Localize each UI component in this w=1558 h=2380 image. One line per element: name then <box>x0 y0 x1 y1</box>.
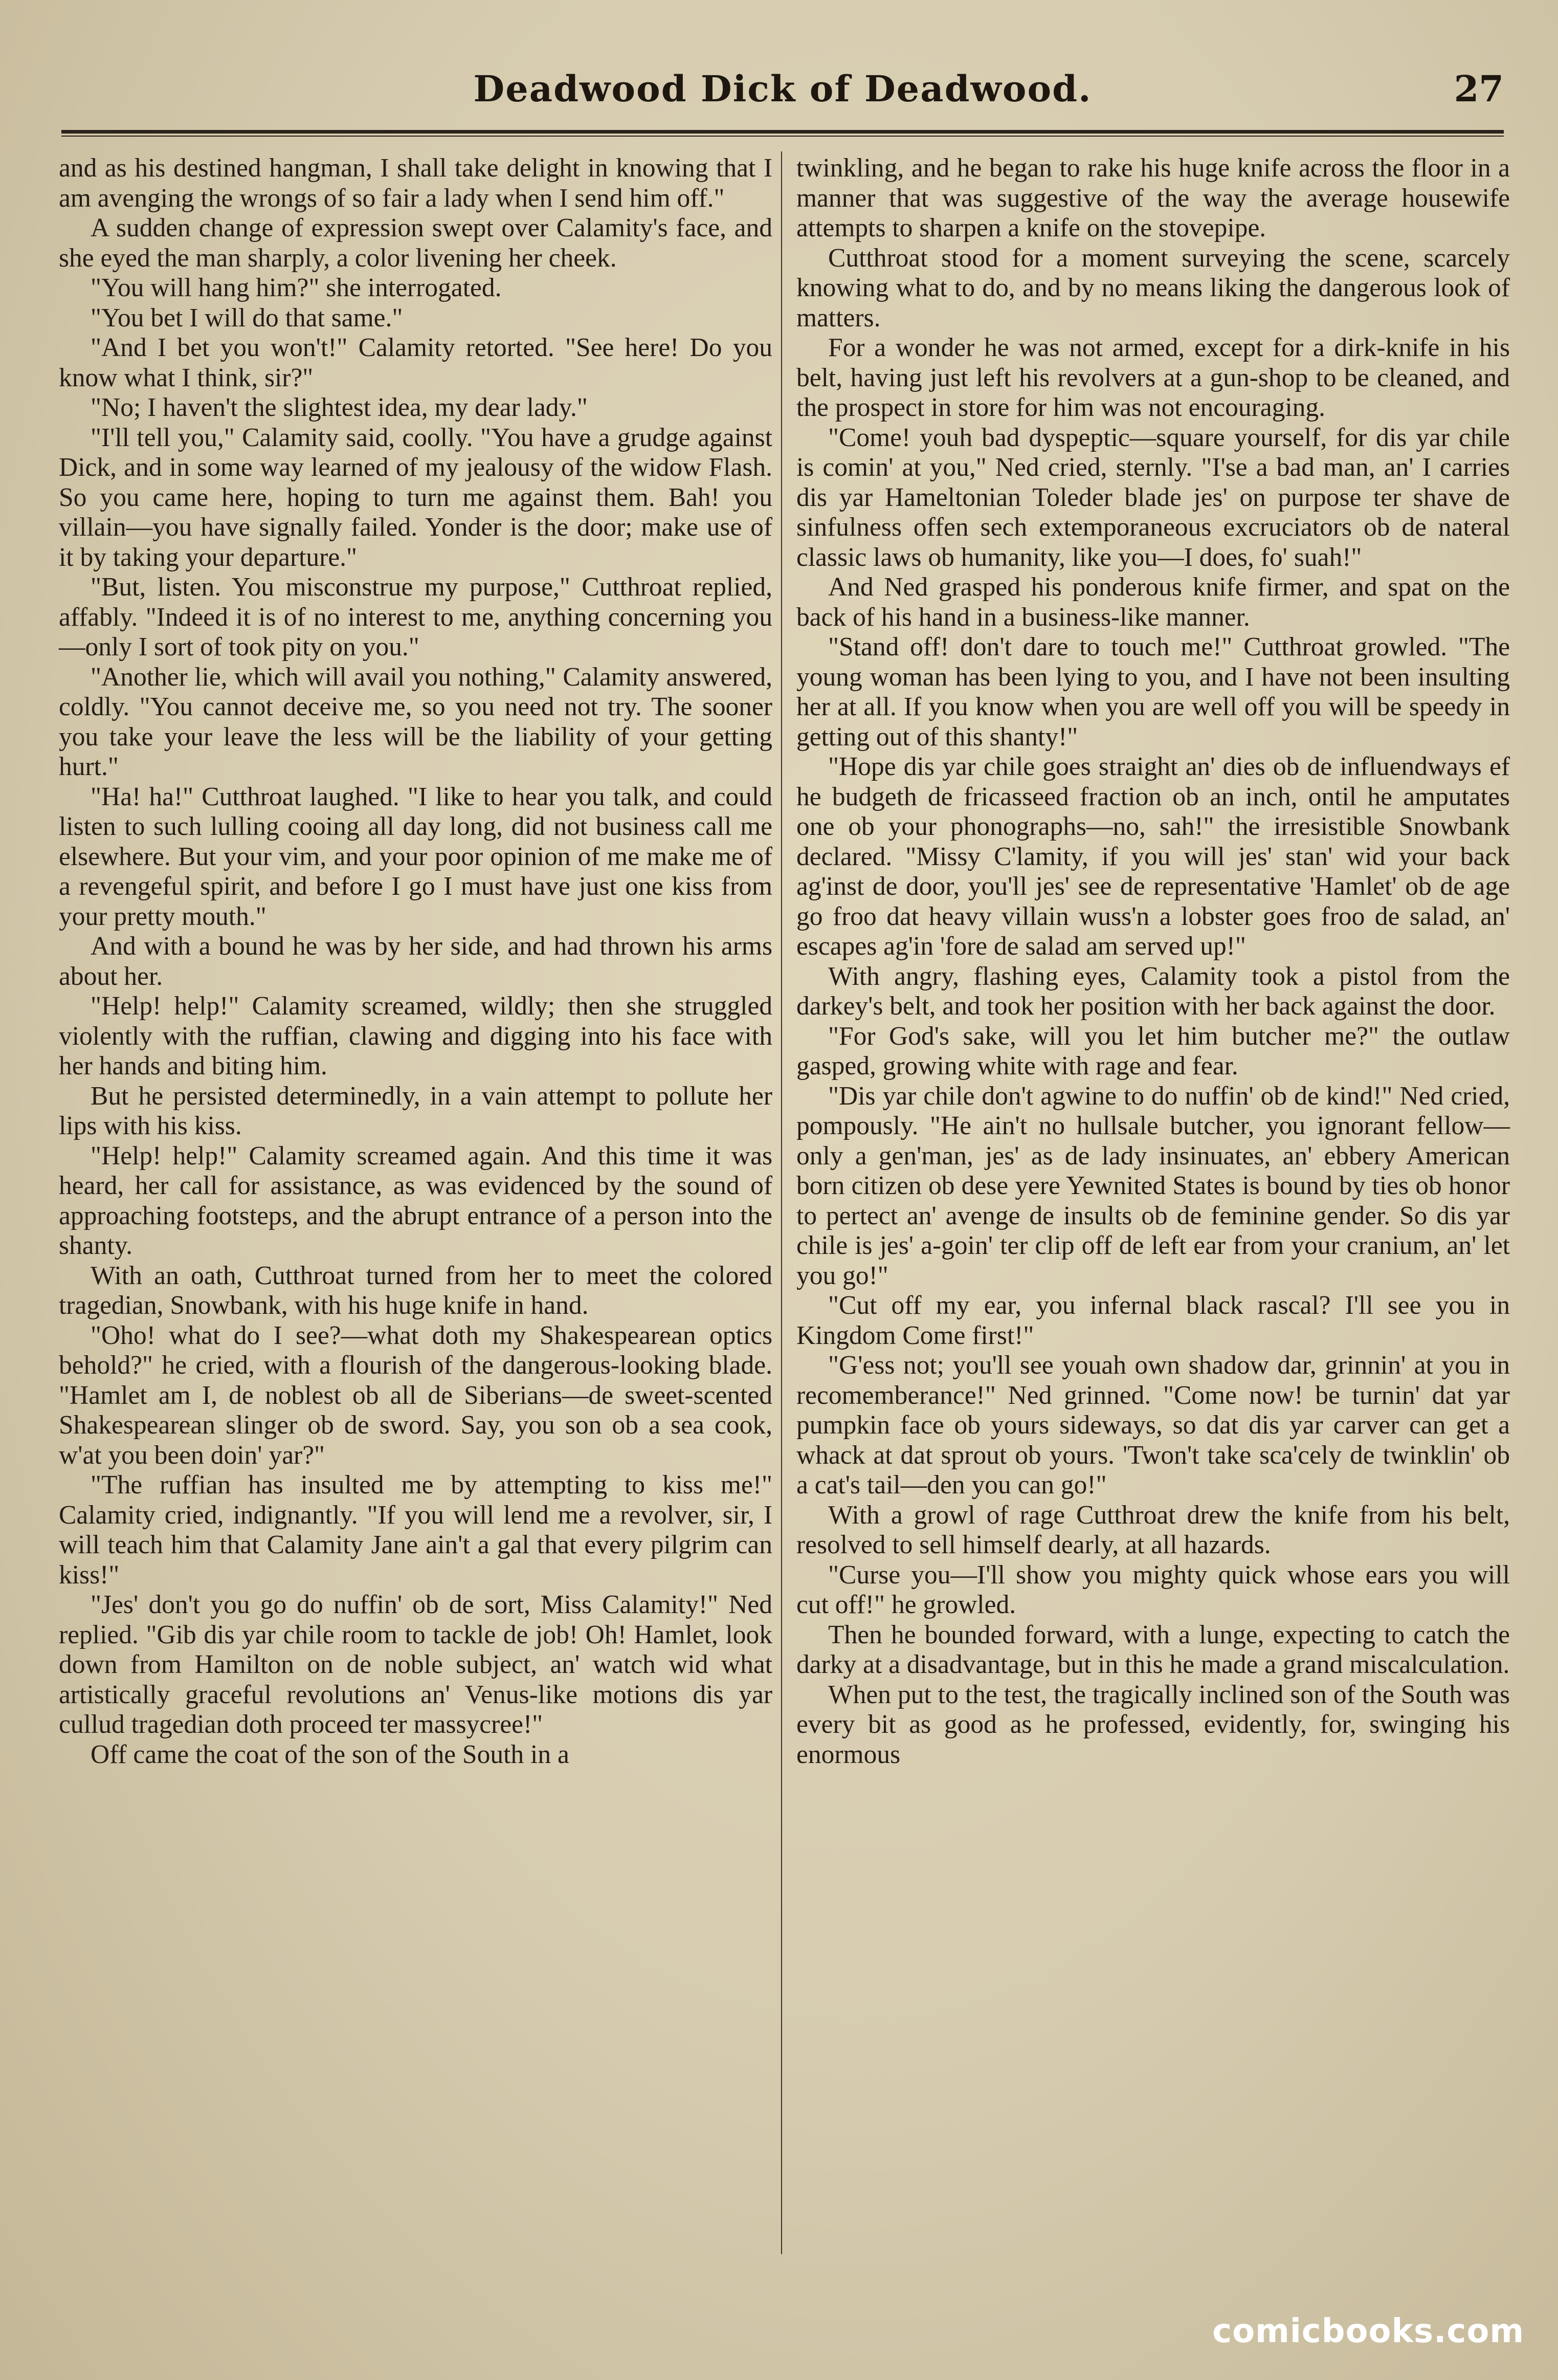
watermark: comicbooks.com <box>1212 2312 1524 2350</box>
paragraph: Then he bounded forward, with a lunge, expecting to catch the darky at a disadvantage, but in this he made a grand miscalculation. <box>796 1620 1510 1679</box>
paragraph: "Jes' don't you go do nuffin' ob de sort, Miss Calamity!" Ned replied. "Gib dis yar chile room to tackle de job! Oh! Hamlet, look down from Hamilton on de noble subject, an' watch wid what artistically graceful revolutions an' Venus-like motions dis yar cullud tragedian doth proceed ter massycree!" <box>59 1590 772 1739</box>
paragraph: With a growl of rage Cutthroat drew the knife from his belt, resolved to sell himself dearly, at all hazards. <box>796 1500 1510 1559</box>
paragraph: "Help! help!" Calamity screamed again. And this time it was heard, her call for assistance, as was evidenced by the sound of approaching footsteps, and the abrupt entrance of a person into the shanty. <box>59 1141 772 1260</box>
paragraph: Cutthroat stood for a moment surveying the scene, scarcely knowing what to do, and by no means liking the dangerous look of matters. <box>796 243 1510 333</box>
paragraph: and as his destined hangman, I shall take delight in knowing that I am avenging the wrongs of so fair a lady when I send him off." <box>59 153 772 213</box>
paragraph: "Stand off! don't dare to touch me!" Cutthroat growled. "The young woman has been lying to you, and I have not been insulting her at all. If you know when you are well off you will be speedy in getting out of this shanty!" <box>796 632 1510 752</box>
paragraph: "You will hang him?" she interrogated. <box>91 273 502 302</box>
paragraph: twinkling, and he began to rake his huge knife across the floor in a manner that was suggestive of the way the average housewife attempts to sharpen a knife on the stovepipe. <box>796 153 1510 243</box>
left-column <box>59 153 772 1770</box>
paragraph: For a wonder he was not armed, except for a dirk-knife in his belt, having just left his revolvers at a gun-shop to be cleaned, and the prospect in store for him was not encouraging. <box>796 333 1510 422</box>
running-title: Deadwood Dick of Deadwood. <box>473 68 1092 110</box>
column-divider <box>781 151 782 2254</box>
paragraph: "Help! help!" Calamity screamed, wildly; then she struggled violently with the ruffian, clawing and digging into his face with her hands and biting him. <box>59 991 772 1081</box>
paragraph: "Oho! what do I see?—what doth my Shakespearean optics behold?" he cried, with a flourish of the dangerous-looking blade. "Hamlet am I, de noblest ob all de Siberians—de sweet-scented Shakespearean slinger ob de sword. Say, you son ob a sea cook, w'at you been doin' yar?" <box>59 1320 772 1470</box>
paragraph: Off came the coat of the son of the South in a <box>91 1739 569 1769</box>
paragraph: "G'ess not; you'll see youah own shadow dar, grinnin' at you in recomemberance!" Ned grinned. "Come now! be turnin' dat yar pumpkin face ob yours sideways, so dat dis yar carver can get a whack at dat sprout ob yours. 'Twon't take sca'cely de twinklin' ob a cat's tail—den you can go!" <box>796 1351 1510 1500</box>
page-number: 27 <box>1454 68 1504 110</box>
paragraph: "You bet I will do that same." <box>91 303 403 333</box>
paragraph: And with a bound he was by her side, and had thrown his arms about her. <box>59 932 772 991</box>
paragraph: "The ruffian has insulted me by attempting to kiss me!" Calamity cried, indignantly. "If you will lend me a revolver, sir, I will teach him that Calamity Jane ain't a gal that every pilgrim can kiss!" <box>59 1470 772 1590</box>
header-rule <box>61 130 1504 137</box>
paragraph: "Another lie, which will avail you nothing," Calamity answered, coldly. "You cannot deceive me, so you need not try. The sooner you take your leave the less will be the liability of your getting hurt." <box>59 662 772 781</box>
paragraph: With an oath, Cutthroat turned from her to meet the colored tragedian, Snowbank, with his huge knife in hand. <box>59 1261 772 1320</box>
paragraph: "For God's sake, will you let him butcher me?" the outlaw gasped, growing white with rage and fear. <box>796 1021 1510 1081</box>
paragraph: "Curse you—I'll show you mighty quick whose ears you will cut off!" he growled. <box>796 1560 1510 1619</box>
paragraph: A sudden change of expression swept over Calamity's face, and she eyed the man sharply, a color livening her cheek. <box>59 213 772 273</box>
right-column <box>796 153 1510 1770</box>
paragraph: "Dis yar chile don't agwine to do nuffin' ob de kind!" Ned cried, pompously. "He ain't no hullsale butcher, you ignorant fellow—only a gen'man, jes' as de lady insinuates, an' ebbery American born citizen ob dese yere Yewnited States is bound by ties ob honor to pertect an' avenge de insults ob de feminine gender. So dis yar chile is jes' a-goin' ter clip off de left ear from your cranium, an' let you go!" <box>796 1081 1510 1290</box>
paragraph: With angry, flashing eyes, Calamity took a pistol from the darkey's belt, and took her position with her back against the door. <box>796 961 1510 1021</box>
paragraph: "Cut off my ear, you infernal black rascal? I'll see you in Kingdom Come first!" <box>796 1291 1510 1350</box>
paragraph: "Ha! ha!" Cutthroat laughed. "I like to hear you talk, and could listen to such lulling cooing all day long, did not business call me elsewhere. But your vim, and your poor opinion of me make me of a revengeful spirit, and before I go I must have just one kiss from your pretty mouth." <box>59 782 772 931</box>
paragraph: And Ned grasped his ponderous knife firmer, and spat on the back of his hand in a business-like manner. <box>796 572 1510 632</box>
paragraph: When put to the test, the tragically inclined son of the South was every bit as good as he professed, evidently, for, swinging his enormous <box>796 1680 1510 1769</box>
paragraph: "Hope dis yar chile goes straight an' dies ob de influendways ef he budgeth de fricasseed fraction ob an inch, ontil he amputates one ob your phonographs—no, sah!" the irresistible Snowbank declared. "Missy C'lamity, if you will jes' stan' wid your back ag'inst de door, you'll jes' see de representative 'Hamlet' ob de age go froo dat heavy villain wuss'n a lobster goes froo de salad, an' escapes ag'in 'fore de salad am served up!" <box>796 752 1510 961</box>
paragraph: "And I bet you won't!" Calamity retorted. "See here! Do you know what I think, sir?" <box>59 333 772 392</box>
paragraph: "Come! youh bad dyspeptic—square yourself, for dis yar chile is comin' at you," Ned cried, sternly. "I'se a bad man, an' I carries dis yar Hameltonian Toleder blade jes' on purpose ter shave de sinfulness offen sech extemporaneous excruciators ob de nateral classic laws ob humanity, like you—I does, fo' suah!" <box>796 423 1510 572</box>
paragraph: But he persisted determinedly, in a vain attempt to pollute her lips with his kiss. <box>59 1081 772 1140</box>
paragraph: "But, listen. You misconstrue my purpose," Cutthroat replied, affably. "Indeed it is of no interest to me, anything concerning you—only I sort of took pity on you." <box>59 572 772 662</box>
paragraph: "No; I haven't the slightest idea, my dear lady." <box>91 393 588 422</box>
paragraph: "I'll tell you," Calamity said, coolly. "You have a grudge against Dick, and in some way learned of my jealousy of the widow Flash. So you came here, hoping to turn me against them. Bah! you villain—you have signally failed. Yonder is the door; make use of it by taking your departure." <box>59 423 772 572</box>
page-header <box>61 57 1504 119</box>
